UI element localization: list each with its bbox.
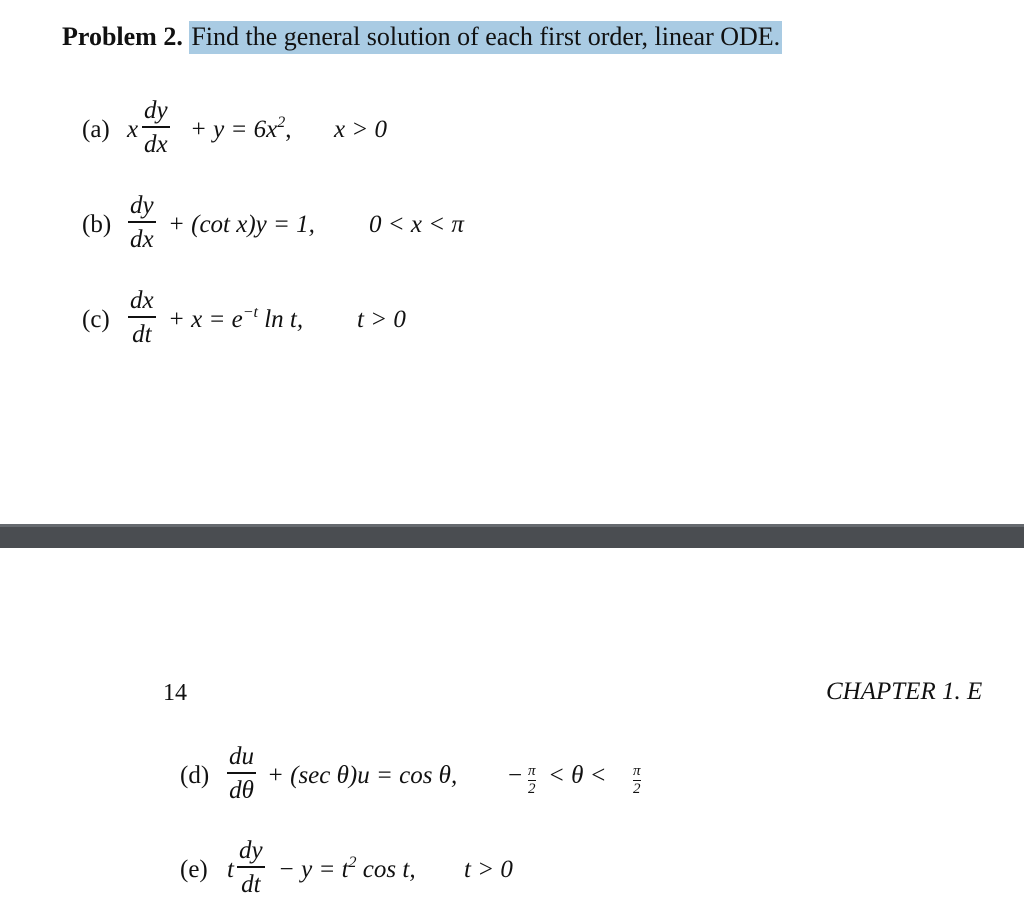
equation-b <box>82 193 502 263</box>
fraction-c <box>128 288 156 347</box>
numerator-e: dy <box>239 837 263 864</box>
rhs-e: − $y = t^2$ cos t, <box>278 854 416 883</box>
fraction-bar-a <box>142 126 170 128</box>
denominator-d: dθ <box>229 776 254 804</box>
rhs-b: + (cot x)y = 1, <box>168 211 315 238</box>
coef-e: t <box>227 856 234 883</box>
numerator-b: dy <box>130 192 154 219</box>
page-number: 14 <box>163 680 187 706</box>
rhs-d: + (sec θ)u = cos θ, <box>267 762 458 789</box>
domain-neg-d: − <box>508 762 523 789</box>
highlighted-instruction[interactable]: Find the general solution of each first order, linear ODE. <box>189 21 782 54</box>
equation-a <box>82 98 482 168</box>
label-b: (b) <box>82 211 112 238</box>
chapter-header: CHAPTER 1. E <box>826 678 983 705</box>
problem-heading <box>62 22 782 52</box>
denominator-a: dx <box>144 130 168 158</box>
domain-mid-d: < θ < <box>548 762 607 789</box>
fraction-bar-c <box>128 316 156 318</box>
equation-c <box>82 288 482 358</box>
domain-c: t > 0 <box>357 306 406 333</box>
fraction-a <box>142 98 170 157</box>
exponent-e: 2 <box>348 854 357 871</box>
exponent-a: 2 <box>277 114 286 131</box>
numerator-d: du <box>229 743 254 770</box>
coef-a: x <box>127 116 139 143</box>
equation-e <box>180 838 580 908</box>
label-c: (c) <box>82 306 110 333</box>
label-a: (a) <box>82 116 110 143</box>
denominator-b: dx <box>130 225 154 253</box>
exponent-c: −t <box>242 304 258 321</box>
rhs-a: + $y = 6x^2$, <box>190 114 292 143</box>
pi-half-right: π 2 <box>633 763 641 798</box>
domain-b: 0 < x < π <box>369 211 464 238</box>
numerator-c: dx <box>130 287 154 314</box>
fraction-bar-e <box>237 866 265 868</box>
denominator-c: dt <box>132 320 152 348</box>
page-separator <box>0 524 1024 548</box>
problem-label: Problem 2. <box>62 22 183 51</box>
fraction-b <box>128 193 156 252</box>
domain-a: x > 0 <box>334 116 387 143</box>
denominator-e: dt <box>241 870 261 898</box>
domain-e: t > 0 <box>464 856 513 883</box>
pi-half-left: π 2 <box>528 763 536 798</box>
fraction-bar-b <box>128 221 156 223</box>
rhs-c: + $x = e^{-t}$ ln t, <box>168 304 304 333</box>
fraction-bar-d <box>227 772 256 774</box>
label-e: (e) <box>180 856 208 883</box>
label-d: (d) <box>180 762 210 789</box>
numerator-a: dy <box>144 97 168 124</box>
fraction-e <box>237 838 265 897</box>
equation-d <box>180 744 660 814</box>
fraction-d <box>227 744 256 803</box>
